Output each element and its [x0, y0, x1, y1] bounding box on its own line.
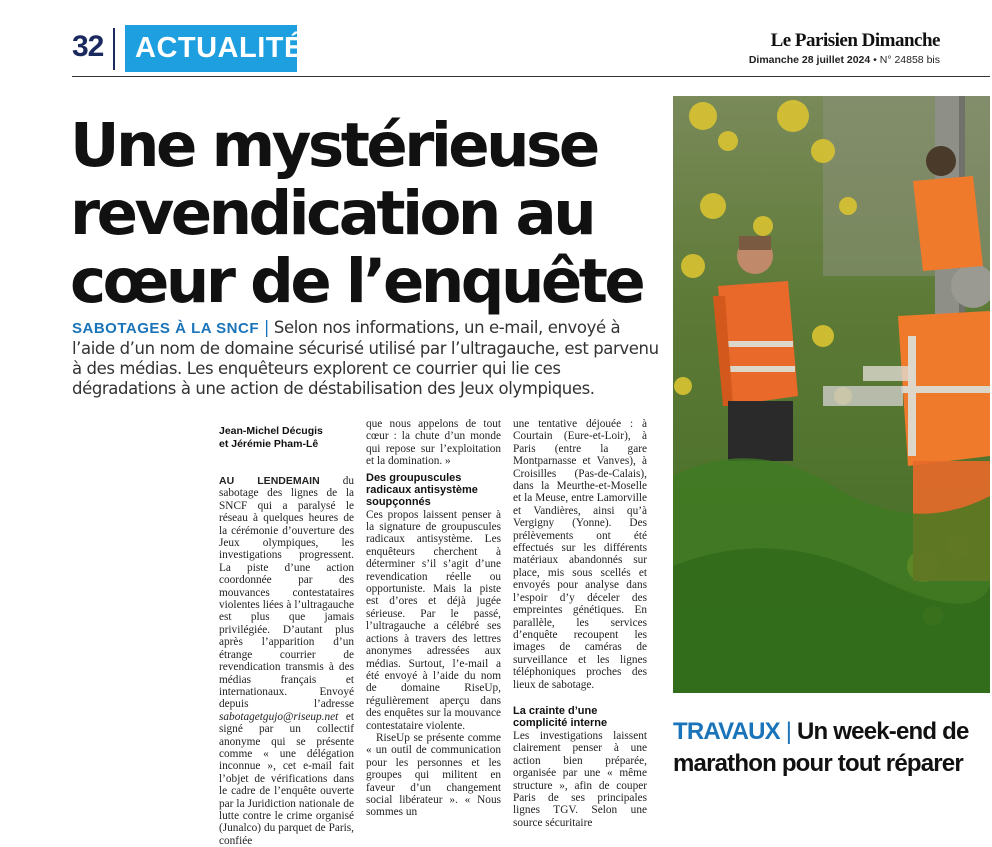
- email-address: sabotagetgujo@riseup.net: [219, 710, 339, 723]
- issue-date: Dimanche 28 juillet 2024: [748, 54, 871, 66]
- workers-on-tracks-photo: [673, 96, 990, 693]
- issue-number: • N° 24858 bis: [873, 54, 940, 66]
- teaser-kicker: TRAVAUX: [673, 718, 780, 745]
- header-separator: [113, 28, 115, 70]
- chapeau-kicker: SABOTAGES À LA SNCF: [72, 320, 260, 337]
- article-photo: [673, 96, 990, 693]
- teaser-separator: |: [785, 718, 792, 745]
- chapeau-separator: |: [263, 318, 270, 337]
- body-paragraph: [219, 475, 354, 847]
- body-text: du sabotage des lignes de la SNCF qui a paralysé le réseau à quelques heures de la cérémonie d’ouverture des Jeux olympiques, les investigations progressent. La piste d’une action coordonnée par des mouvances contestataires violentes liées à l’ultragauche est plus que jamais privilégiée. D’autant plus après l’apparition d’un étrange courrier de revendication transmis à des médias français et internationaux. Envoyé depuis l’adresse: [219, 475, 354, 711]
- page-number: 32: [72, 30, 104, 63]
- subhead: La crainte d’une complicité interne: [513, 704, 608, 729]
- byline-author-2: et Jérémie Pham-Lê: [219, 437, 319, 450]
- article-column-1: [219, 425, 354, 847]
- article-column-3: [513, 418, 647, 829]
- teaser[interactable]: [673, 716, 990, 780]
- body-paragraph: que nous appelons de tout cœur : la chute d’un monde qui repose sur l’exploitation et la domination. »: [366, 418, 501, 468]
- teaser-text: Un week-end de marathon pour tout réparer: [673, 718, 969, 777]
- subhead: Des groupuscules radicaux antisystème soupçonnés: [366, 471, 478, 508]
- body-paragraph: une tentative déjouée : à Courtain (Eure-et-Loir), à Paris (entre la gare Montparnasse et Vanves), à Croisilles (Pas-de-Calais), dans la Meurthe-et-Moselle et la Meuse, entre Lamorville et Vandières, ainsi qu’à Vergigny (Yonne). Des prélèvements ont été effectués sur les différents matériaux abandonnés sur place, mis sous scellés et envoyés pour analyse dans l’espoir d’y déceler des empreintes génétiques. En parallèle, les services d’enquête recoupent les images de caméras de surveillance et les lignes téléphoniques proches des lieux de sabotage.: [513, 418, 647, 691]
- chapeau-text: Selon nos informations, un e-mail, envoyé à l’aide d’un nom de domaine sécurisé utilisé par l’ultragauche, est parvenu à des médias. Les enquêteurs explorent ce courrier qui lie ces dégradations à une action de déstabilisation des Jeux olympiques.: [72, 318, 659, 398]
- lead-in: AU LENDEMAIN: [219, 475, 320, 487]
- body-text: et signé par un collectif anonyme qui se présente comme « une délégation inconnue », cet e-mail fait l’objet de vérifications dans le cadre de l’enquête ouverte par la Juridiction nationale de lutte contre le crime organisé (Junalco) du parquet de Paris, confiée: [219, 710, 354, 847]
- byline: [219, 425, 354, 450]
- body-paragraph: Les investigations laissent clairement penser à une action bien préparée, organisée par une « même structure », afin de couper Paris de ses principales lignes TGV. Selon une source sécuritaire: [513, 729, 647, 829]
- body-paragraph: Ces propos laissent penser à la signature de groupuscules radicaux antisystème. Les enquêteurs cherchent à déterminer s’il s’agit d’une revendication réelle ou opportuniste. Mais la piste est d’ores et déjà jugée sérieuse. Par le passé, l’ultragauche a célébré ses actions à travers des lettres anonymes adressées aux médias. Surtout, l’e-mail a été envoyé à l’aide du nom de domaine RiseUp, régulièrement aperçu dans des enquêtes sur la mouvance contestataire violente.: [366, 508, 501, 732]
- header-rule: [72, 76, 990, 77]
- dateline: [749, 54, 940, 66]
- headline: Une mystérieuse revendication au cœur de l’enquête: [70, 110, 643, 317]
- body-paragraph: RiseUp se présente comme « un outil de communication pour les personnes et les groupes qui militent en faveur d’un changement social libérateur ». « Nous sommes un: [366, 731, 501, 819]
- chapeau: [72, 318, 662, 399]
- byline-author-1: Jean-Michel Décugis: [219, 425, 323, 437]
- article-column-2: [366, 418, 501, 819]
- section-label: ACTUALITÉ: [125, 25, 297, 72]
- masthead-logo: Le Parisien Dimanche: [770, 30, 940, 51]
